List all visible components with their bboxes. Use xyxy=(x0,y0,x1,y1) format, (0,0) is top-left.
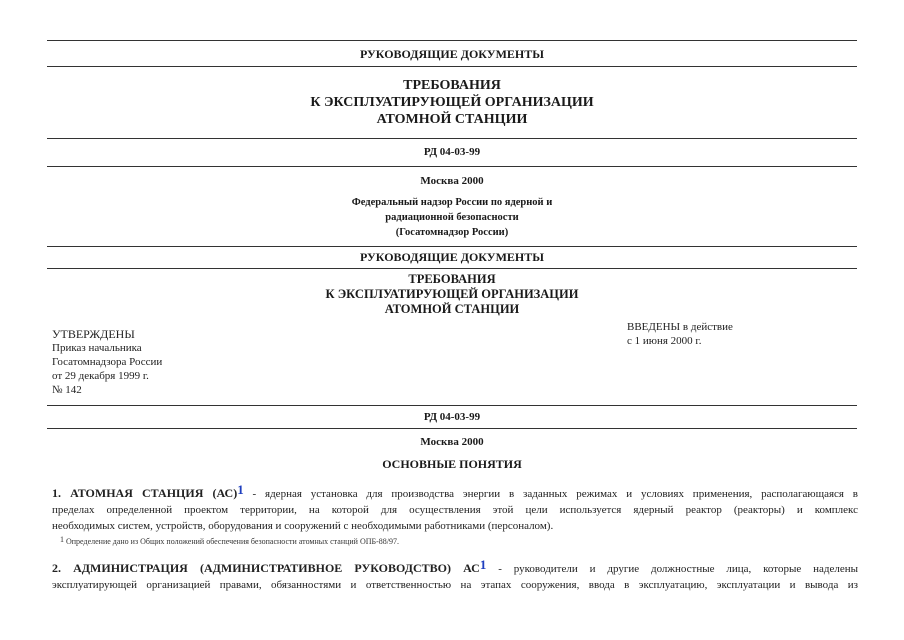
definition-text: - руководители и другие должностные лица, которые наделены xyxy=(486,563,858,575)
rule-top xyxy=(47,40,857,41)
rule xyxy=(47,246,857,247)
definition-text: необходимых систем, устройств, оборудования и сооружений с необходимыми работниками (персоналом). xyxy=(52,520,554,532)
footnote-link[interactable]: 1 xyxy=(237,482,244,497)
definition-1 xyxy=(52,482,858,534)
rule xyxy=(47,268,857,269)
approved-line: Приказ начальника xyxy=(52,342,142,354)
issuer-line: радиационной безопасности xyxy=(385,212,519,223)
footnote xyxy=(60,535,399,547)
approved-block xyxy=(52,327,162,397)
category-heading-2: РУКОВОДЯЩИЕ ДОКУМЕНТЫ xyxy=(359,250,545,264)
approved-line: Госатомнадзора России xyxy=(52,356,163,368)
category-heading: РУКОВОДЯЩИЕ ДОКУМЕНТЫ xyxy=(359,47,545,61)
footnote-mark: 1 xyxy=(60,535,64,544)
section-title: ОСНОВНЫЕ ПОНЯТИЯ xyxy=(382,457,522,471)
issuer-block xyxy=(47,195,857,240)
definition-text: эксплуатирующей организацией правами, обязанностями и ответственностью на этапах сооружения, ввода в эксплуатацию, эксплуатации и вывода из xyxy=(52,579,858,591)
approved-line: № 142 xyxy=(52,384,82,396)
title-line: АТОМНОЙ СТАНЦИИ xyxy=(376,112,528,127)
issuer-line: Федеральный надзор России по ядерной и xyxy=(351,197,553,208)
definition-term: 1. АТОМНАЯ СТАНЦИЯ (АС) xyxy=(52,486,238,500)
effective-line: с 1 июня 2000 г. xyxy=(627,335,702,347)
definition-text: пределах определенной проектом территории, на которой для осуществления этой цели используется ядерный реактор (реакторы) и комплекс xyxy=(52,504,858,516)
city-year-2: Москва 2000 xyxy=(420,436,484,448)
city-year: Москва 2000 xyxy=(420,175,484,187)
approved-line: от 29 декабря 1999 г. xyxy=(52,370,149,382)
approved-line: УТВЕРЖДЕНЫ xyxy=(52,327,135,341)
effective-block xyxy=(627,320,733,348)
definition-text: - ядерная установка для производства энергии в заданных режимах и условиях применения, располагающаяся в xyxy=(243,488,858,500)
title-line: ТРЕБОВАНИЯ xyxy=(408,272,496,286)
rule xyxy=(47,138,857,139)
definition-term: 2. АДМИНИСТРАЦИЯ (АДМИНИСТРАТИВНОЕ РУКОВОДСТВО) АС xyxy=(52,561,480,575)
document-number-2: РД 04-03-99 xyxy=(423,411,481,423)
title-line: АТОМНОЙ СТАНЦИИ xyxy=(384,302,520,316)
rule xyxy=(47,428,857,429)
title-line: К ЭКСПЛУАТИРУЮЩЕЙ ОРГАНИЗАЦИИ xyxy=(325,287,579,301)
rule xyxy=(47,405,857,406)
title-line: ТРЕБОВАНИЯ xyxy=(403,78,501,93)
title-line: К ЭКСПЛУАТИРУЮЩЕЙ ОРГАНИЗАЦИИ xyxy=(310,95,594,110)
document-title-2 xyxy=(47,272,857,317)
rule xyxy=(47,166,857,167)
document-number: РД 04-03-99 xyxy=(423,146,481,158)
rule xyxy=(47,66,857,67)
issuer-line: (Госатомнадзор России) xyxy=(395,227,509,238)
footnote-text: Определение дано из Общих положений обеспечения безопасности атомных станций ОПБ-88/97. xyxy=(66,537,399,546)
definition-2 xyxy=(52,557,858,593)
effective-line: ВВЕДЕНЫ в действие xyxy=(627,321,733,333)
document-title xyxy=(47,77,857,128)
footnote-link[interactable]: 1 xyxy=(479,557,487,572)
